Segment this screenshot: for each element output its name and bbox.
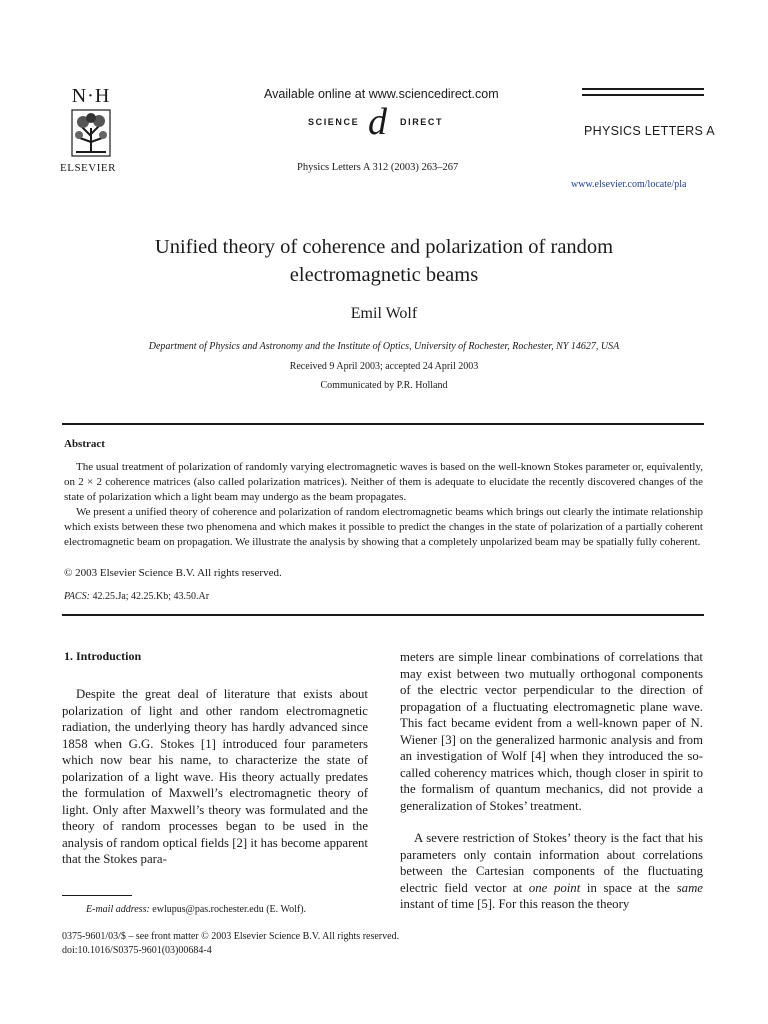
title-line: Unified theory of coherence and polarization of random bbox=[154, 236, 614, 258]
affiliation: Department of Physics and Astronomy and the Institute of Optics, University of Rochester, Rochester, NY 14627, USA bbox=[148, 341, 620, 352]
received-date: Received 9 April 2003; accepted 24 April 2003 bbox=[289, 361, 479, 372]
journal-reference: Physics Letters A 312 (2003) 263–267 bbox=[297, 162, 459, 173]
pacs-label: PACS: bbox=[64, 591, 90, 602]
journal-url[interactable]: www.elsevier.com/locate/pla bbox=[571, 179, 687, 190]
communicated-by: Communicated by P.R. Holland bbox=[320, 380, 448, 391]
sd-logo-right: DIRECT bbox=[400, 117, 444, 127]
section-heading: 1. Introduction bbox=[64, 649, 142, 663]
author-name: Emil Wolf bbox=[350, 305, 418, 322]
body-text: instant of time [5]. For this reason the theory bbox=[400, 897, 630, 911]
abstract-heading: Abstract bbox=[64, 438, 105, 450]
author-email bbox=[86, 904, 306, 915]
abstract-top-rule bbox=[62, 423, 704, 425]
header-rule bbox=[582, 94, 704, 96]
header-rule bbox=[582, 88, 704, 90]
email-label: E-mail address: bbox=[86, 904, 150, 915]
available-online: Available online at www.sciencedirect.com bbox=[264, 87, 499, 101]
body-paragraph: meters are simple linear combinations of correlations that may exist between two mutually orthogonal components of the electric vector perpendicular to the direction of propagation of a fluctuating electromagnetic plane wave. This fact became evident from a well-known paper of N. Wiener [3] on the generalized harmonic analysis and from an investigation of Wolf [4] when they introduced the so-called coherency matrices which, though closer in spirit to the formalism of quantum mechanics, did not provide a generalization of Stokes’ treatment. bbox=[400, 650, 703, 813]
body-text: A severe restriction of Stokes’ theory is the fact that his parameters only contain information about correlations between the Cartesian components of the fluctuating electric field vector at bbox=[400, 831, 703, 895]
publisher-logo bbox=[62, 86, 120, 163]
abstract-copyright: © 2003 Elsevier Science B.V. All rights reserved. bbox=[64, 567, 282, 579]
emphasis-text: same bbox=[676, 880, 703, 895]
pacs-values: 42.25.Ja; 42.25.Kb; 43.50.Ar bbox=[89, 591, 210, 602]
article-title bbox=[40, 233, 728, 289]
abstract-paragraph: The usual treatment of polarization of randomly varying electromagnetic waves is based on the well-known Stokes parameter or, equivalently, on 2 × 2 coherence matrices (also called polarization matrices). Neither of them is adequate to elucidate the recently discovered changes of the state of polarization which a light beam may undergo as the beam propagates. bbox=[64, 461, 703, 503]
abstract-paragraph: We present a unified theory of coherence and polarization of random electromagnetic beams which brings out clearly the intimate relationship which exists between these two phenomena and which makes it possible to predict the changes in the state of polarization of a partially coherent electromagnetic beam on propagation. We illustrate the analysis by showing that a completely unpolarized beam may be spatially fully coherent. bbox=[64, 506, 703, 548]
body-paragraph: Despite the great deal of literature that exists about polarization of light and other random electromagnetic radiation, the underlying theory has hardly advanced since 1858 when G.G. Stokes [1] introduced four parameters which now bear his name, to characterize the state of polarization of a light wave. His theory actually predates the formulation of Maxwell’s electromagnetic theory of light. Only after Maxwell’s theory was formulated and the theory of random processes began to be used in the analysis of random optical fields [2] it has become apparent that the Stokes para- bbox=[62, 687, 368, 866]
emphasis-text: one point bbox=[528, 880, 581, 895]
journal-name: PHYSICS LETTERS A bbox=[584, 124, 715, 138]
pacs-codes bbox=[64, 591, 209, 602]
email-value[interactable]: ewlupus@pas.rochester.edu (E. Wolf). bbox=[149, 904, 307, 915]
title-line: electromagnetic beams bbox=[289, 264, 479, 286]
body-paragraph bbox=[400, 830, 703, 913]
issn-line: 0375-9601/03/$ – see front matter © 2003 Elsevier Science B.V. All rights reserved. bbox=[62, 931, 400, 942]
sd-logo-at: d bbox=[368, 101, 387, 143]
doi-line[interactable]: doi:10.1016/S0375-9601(03)00684-4 bbox=[62, 945, 212, 956]
sciencedirect-logo bbox=[300, 101, 470, 146]
footnote-rule bbox=[62, 895, 132, 896]
elsevier-tree-icon bbox=[68, 108, 114, 158]
abstract-bottom-rule bbox=[62, 614, 704, 616]
publisher-name: ELSEVIER bbox=[60, 162, 116, 174]
publisher-mark: N·H bbox=[71, 85, 111, 107]
sd-logo-left: SCIENCE bbox=[308, 117, 360, 127]
body-text: in space at the bbox=[580, 880, 677, 895]
